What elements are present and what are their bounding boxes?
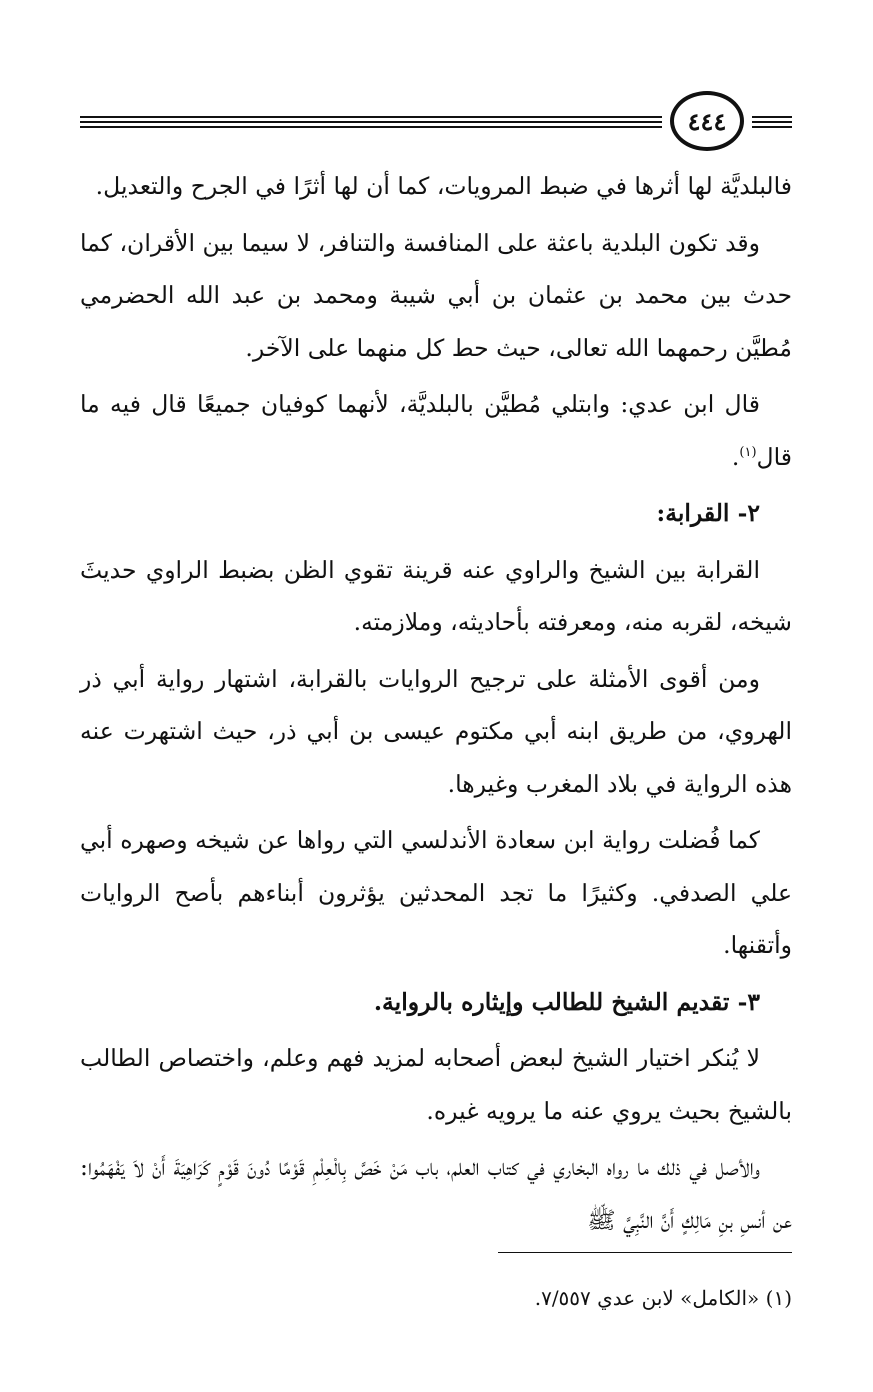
- paragraph-text: كما فُضلت رواية ابن سعادة الأندلسي التي رواها عن شيخه وصهره أبي علي الصدفي. وكثيرًا ما تجد المحدثين يؤثرون أبناءهم بأصح الروايات وأتقنها.: [80, 826, 792, 959]
- paragraph: [80, 1141, 792, 1246]
- footnote: (١) «الكامل» لابن عدي ٧/٥٥٧.: [534, 1286, 792, 1310]
- section-heading: ٢- القرابة:: [656, 499, 760, 527]
- paragraph-text: القرابة بين الشيخ والراوي عنه قرينة تقوي الظن بضبط الراوي حديثَ شيخه، لقربه منه، ومعرفته بأحاديثه، وملازمته.: [80, 555, 792, 636]
- paragraph-text: قال ابن عدي: وابتلي مُطيَّن بالبلديَّة، لأنهما كوفيان جميعًا قال فيه ما قال: [80, 390, 792, 471]
- page-header: [80, 88, 792, 158]
- body-text: [80, 160, 792, 1250]
- paragraph-text: والأصل في ذلك ما رواه البخاري في كتاب العلم، باب مَنْ خَصَّ بِالْعِلْمِ قَوْمًا دُونَ قَوْمٍ كَرَاهِيَةَ أَنْ لاَ يَفْهَمُوا: عن أنسِ بنِ مَالِكٍ أَنَّ النَّبِيَّ ﷺ: [80, 1153, 792, 1234]
- paragraph-text: فالبلديَّة لها أثرها في ضبط المرويات، كما أن لها أثرًا في الجرح والتعديل.: [95, 172, 792, 200]
- paragraph: [80, 814, 792, 972]
- paragraph-text: لا يُنكر اختيار الشيخ لبعض أصحابه لمزيد فهم وعلم، واختصاص الطالب بالشيخ بحيث يروي عنه ما يرويه غيره.: [80, 1044, 792, 1125]
- header-rule: [752, 121, 792, 123]
- paragraph-text: ومن أقوى الأمثلة على ترجيح الروايات بالقرابة، اشتهار رواية أبي ذر الهروي، من طريق ابنه أبي مكتوم عيسى بن أبي ذر، حيث اشتهرت عنه هذه الرواية في بلاد المغرب وغيرها.: [80, 664, 792, 798]
- header-rule: [80, 116, 662, 118]
- paragraph: [80, 160, 792, 213]
- paragraph: [80, 653, 792, 811]
- paragraph: [80, 544, 792, 649]
- page-number: ٤٤٤: [670, 91, 744, 151]
- footnote-marker[interactable]: (١): [739, 444, 757, 460]
- paragraph: [80, 1032, 792, 1137]
- header-rule: [752, 126, 792, 128]
- paragraph-text: وقد تكون البلدية باعثة على المنافسة والتنافر، لا سيما بين الأقران، كما حدث بين محمد بن عثمان بن أبي شيبة ومحمد بن عبد الله الحضرمي مُطيَّن رحمهما الله تعالى، حيث حط كل منهما على الآخر.: [80, 228, 792, 362]
- footnote-divider: [498, 1252, 792, 1253]
- section-heading: ٣- تقديم الشيخ للطالب وإيثاره بالرواية.: [373, 987, 760, 1016]
- header-rule: [80, 121, 662, 123]
- paragraph-tail: .: [731, 442, 740, 471]
- header-rule: [752, 116, 792, 118]
- paragraph: [80, 378, 792, 483]
- paragraph: [80, 217, 792, 375]
- header-rule: [80, 126, 662, 128]
